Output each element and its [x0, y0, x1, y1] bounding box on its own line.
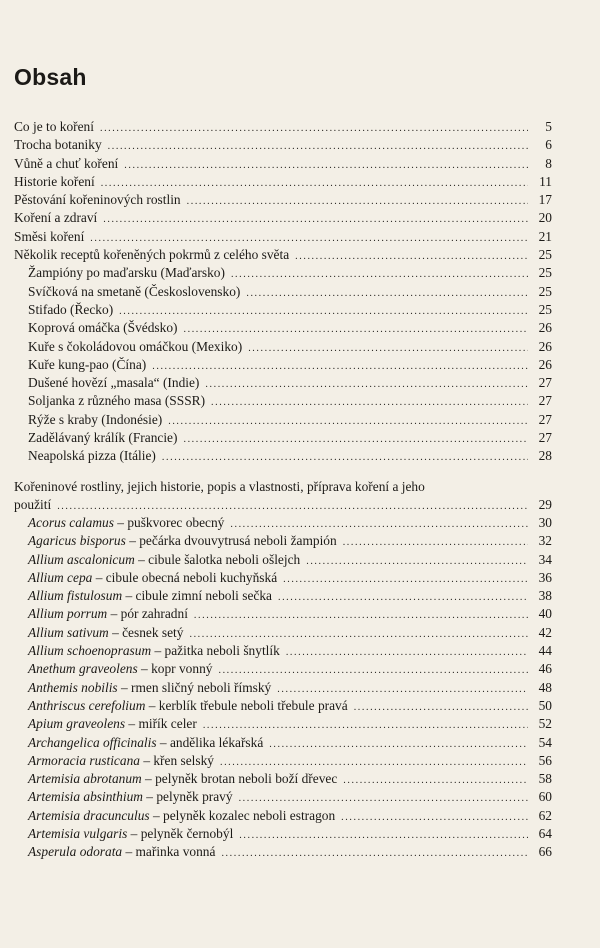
toc-plant-entry[interactable]	[14, 679, 552, 697]
entry-label: Svíčková na smetaně (Československo)	[28, 283, 241, 299]
toc-recipe-entry[interactable]	[14, 429, 552, 447]
toc-plant-entry[interactable]	[14, 807, 552, 825]
entry-label: Rýže s kraby (Indonésie)	[28, 411, 163, 427]
entry-label	[14, 825, 235, 843]
toc-recipe-entry[interactable]	[14, 264, 552, 282]
section-heading-line2: použití	[14, 497, 52, 513]
entry-label: Kuře s čokoládovou omáčkou (Mexiko)	[28, 338, 243, 354]
page-number: 26	[538, 338, 552, 354]
page-number: 54	[538, 734, 552, 750]
common-name: – cibule šalotka neboli ošlejch	[134, 551, 301, 567]
entry-label: Směsi koření	[14, 228, 85, 244]
common-name: – křen selský	[139, 752, 214, 768]
page-number: 27	[538, 375, 552, 391]
page-number: 5	[545, 119, 552, 134]
toc-recipe-entry[interactable]	[14, 319, 552, 337]
toc-entry[interactable]	[14, 246, 552, 264]
toc-plant-entry[interactable]	[14, 734, 552, 752]
entry-label	[14, 587, 274, 605]
common-name: – andělika lékařská	[156, 734, 264, 750]
page-number: 27	[538, 411, 552, 427]
page-number: 56	[538, 752, 552, 768]
entry-label: Historie koření	[14, 173, 95, 189]
toc-recipe-entry[interactable]	[14, 374, 552, 392]
page-number: 25	[538, 283, 552, 299]
latin-name: Allium cepa	[28, 569, 93, 585]
latin-name: Asperula odorata	[28, 844, 123, 860]
common-name: – mařinka vonná	[122, 844, 216, 860]
toc-plants	[14, 514, 552, 862]
page-number: 25	[538, 301, 552, 317]
page-number: 38	[538, 588, 552, 604]
toc-recipe-entry[interactable]	[14, 447, 552, 465]
latin-name: Allium fistulosum	[28, 588, 123, 604]
toc-recipe-entry[interactable]	[14, 283, 552, 301]
latin-name: Anthriscus cerefolium	[28, 697, 146, 713]
page-number: 6	[545, 137, 552, 153]
page-number: 32	[538, 533, 552, 549]
latin-name: Acorus calamus	[28, 515, 114, 530]
entry-label	[14, 843, 217, 861]
page-number: 42	[538, 624, 552, 640]
entry-label: Pěstování kořeninových rostlin	[14, 192, 181, 208]
common-name: – pelyněk brotan neboli boží dřevec	[141, 771, 338, 787]
entry-label	[14, 660, 214, 678]
entry-label	[14, 752, 216, 770]
latin-name: Allium ascalonicum	[28, 551, 135, 567]
entry-label: Trocha botaniky	[14, 137, 102, 153]
toc-entry[interactable]	[14, 155, 552, 173]
page-number: 29	[538, 497, 552, 513]
entry-label	[14, 514, 226, 532]
toc-plant-entry[interactable]	[14, 605, 552, 623]
toc-recipe-entry[interactable]	[14, 301, 552, 319]
toc-entry[interactable]	[14, 209, 552, 227]
common-name: – cibule zimní neboli sečka	[122, 588, 272, 604]
page-number: 48	[538, 679, 552, 695]
entry-label	[14, 569, 279, 587]
latin-name: Artemisia vulgaris	[28, 826, 128, 842]
entry-label	[14, 734, 265, 752]
toc-entry[interactable]	[14, 118, 552, 136]
page-number: 27	[538, 393, 552, 409]
toc-plant-entry[interactable]	[14, 697, 552, 715]
toc-plant-entry[interactable]	[14, 551, 552, 569]
common-name: – pažitka neboli šnytlík	[151, 643, 280, 659]
entry-label	[14, 715, 199, 733]
entry-label: Žampióny po maďarsku (Maďarsko)	[28, 265, 225, 281]
page-number: 25	[538, 247, 552, 263]
common-name: – miřík celer	[125, 716, 197, 732]
page-number: 60	[538, 789, 552, 805]
toc-plant-entry[interactable]	[14, 825, 552, 843]
toc-recipe-entry[interactable]	[14, 411, 552, 429]
page-number: 17	[538, 192, 552, 208]
page-number: 36	[538, 569, 552, 585]
entry-label: Soljanka z různého masa (SSSR)	[28, 393, 206, 409]
latin-name: Artemisia dracunculus	[28, 807, 150, 823]
common-name: – česnek setý	[108, 624, 184, 640]
page-number: 20	[538, 210, 552, 226]
entry-label: Stifado (Řecko)	[28, 301, 114, 317]
entry-label	[14, 807, 337, 825]
latin-name: Allium schoenoprasum	[28, 643, 152, 659]
common-name: – cibule obecná neboli kuchyňská	[92, 569, 278, 585]
common-name: – puškvorec obecný	[113, 515, 225, 530]
entry-label	[14, 532, 339, 550]
entry-label: Koření a zdraví	[14, 210, 98, 226]
page-number: 64	[538, 826, 552, 842]
entry-label: Co je to koření	[14, 119, 94, 134]
entry-label	[14, 679, 273, 697]
page-number: 21	[538, 228, 552, 244]
latin-name: Archangelica officinalis	[28, 734, 157, 750]
toc-plant-entry[interactable]	[14, 788, 552, 806]
page-number: 62	[538, 807, 552, 823]
common-name: – rmen sličný neboli římský	[117, 679, 272, 695]
entry-label: Dušené hovězí „masala“ (Indie)	[28, 375, 200, 391]
dot-leader	[162, 449, 528, 467]
page-number: 8	[545, 155, 552, 171]
page-number: 11	[539, 173, 552, 189]
toc-plant-entry[interactable]	[14, 770, 552, 788]
toc-entry[interactable]	[14, 191, 552, 209]
latin-name: Anthemis nobilis	[28, 679, 118, 695]
toc-section-plants-heading	[14, 478, 552, 515]
latin-name: Allium sativum	[28, 624, 109, 640]
toc-plant-entry[interactable]	[14, 624, 552, 642]
toc-plant-entry[interactable]	[14, 843, 552, 861]
common-name: – pečárka dvouvytrusá neboli žampión	[125, 533, 337, 549]
latin-name: Artemisia abrotanum	[28, 771, 142, 787]
toc-general	[14, 118, 552, 466]
toc-recipe-entry[interactable]	[14, 338, 552, 356]
latin-name: Apium graveolens	[28, 716, 126, 732]
page-number: 50	[538, 697, 552, 713]
toc-entry[interactable]	[14, 136, 552, 154]
entry-label: Zadělávaný králík (Francie)	[28, 430, 178, 446]
dot-leader	[221, 845, 528, 863]
toc-entry[interactable]	[14, 496, 552, 514]
entry-label	[14, 697, 350, 715]
entry-label: Koprová omáčka (Švédsko)	[28, 320, 178, 336]
common-name: – kopr vonný	[137, 661, 213, 677]
toc-plant-entry[interactable]	[14, 532, 552, 550]
entry-label: Několik receptů kořeněných pokrmů z celého světa	[14, 247, 290, 263]
page-number: 27	[538, 430, 552, 446]
entry-label	[14, 624, 185, 642]
toc-recipe-entry[interactable]	[14, 392, 552, 410]
latin-name: Artemisia absinthium	[28, 789, 143, 805]
entry-label: Vůně a chuť koření	[14, 155, 119, 171]
common-name: – pelyněk pravý	[142, 789, 233, 805]
toc-entry[interactable]	[14, 173, 552, 191]
page-number: 34	[538, 551, 552, 567]
latin-name: Allium porrum	[28, 606, 108, 622]
page-number: 58	[538, 771, 552, 787]
page-number: 26	[538, 320, 552, 336]
latin-name: Armoracia rusticana	[28, 752, 140, 768]
common-name: – pór zahradní	[107, 606, 188, 622]
toc-plant-entry[interactable]	[14, 642, 552, 660]
toc-plant-entry[interactable]	[14, 514, 552, 532]
page-number: 30	[538, 515, 552, 530]
toc-plant-entry[interactable]	[14, 752, 552, 770]
entry-label	[14, 605, 190, 623]
page-number: 28	[538, 448, 552, 464]
page-title: Obsah	[14, 64, 87, 90]
page-number: 40	[538, 606, 552, 622]
toc-plant-entry[interactable]	[14, 587, 552, 605]
section-heading-line1: Kořeninové rostliny, jejich historie, popis a vlastnosti, příprava koření a jeho	[14, 479, 425, 494]
page-number: 46	[538, 661, 552, 677]
latin-name: Agaricus bisporus	[28, 533, 126, 549]
entry-label: Kuře kung-pao (Čína)	[28, 356, 147, 372]
page-number: 26	[538, 356, 552, 372]
common-name: – pelyněk kozalec neboli estragon	[149, 807, 336, 823]
entry-label	[14, 642, 282, 660]
entry-label: Neapolská pizza (Itálie)	[28, 448, 156, 464]
page-number: 52	[538, 716, 552, 732]
toc-plant-entry[interactable]	[14, 660, 552, 678]
latin-name: Anethum graveolens	[28, 661, 138, 677]
page-number: 66	[538, 844, 552, 860]
page-number: 44	[538, 643, 552, 659]
toc-plant-entry[interactable]	[14, 715, 552, 733]
toc-recipe-entry[interactable]	[14, 356, 552, 374]
toc-entry[interactable]	[14, 228, 552, 246]
toc-plant-entry[interactable]	[14, 569, 552, 587]
common-name: – pelyněk černobýl	[127, 826, 234, 842]
entry-label	[14, 770, 339, 788]
common-name: – kerblík třebule neboli třebule pravá	[145, 697, 348, 713]
page-number: 25	[538, 265, 552, 281]
entry-label	[14, 788, 235, 806]
entry-label	[14, 551, 302, 569]
